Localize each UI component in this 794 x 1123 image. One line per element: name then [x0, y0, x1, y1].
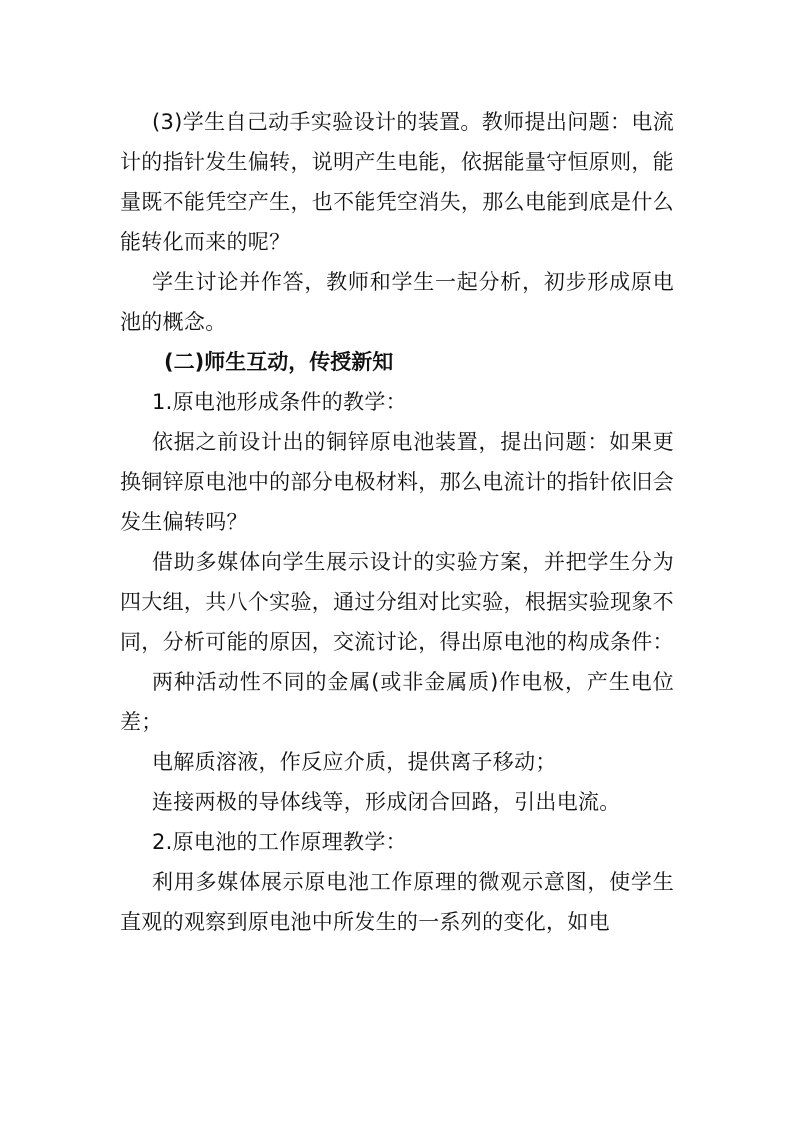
paragraph-student-discussion: 学生讨论并作答，教师和学生一起分析，初步形成原电池的概念。	[120, 270, 674, 334]
section-heading-interaction: (二)师生互动，传授新知	[164, 350, 394, 374]
paragraph-experiment-design: (3)学生自己动手实验设计的装置。教师提出问题：电流计的指针发生偏转，说明产生电能，依据能量守恒原则，能量既不能凭空产生，也不能凭空消失，那么电能到底是什么能转化而来的呢？	[120, 110, 674, 254]
subheading-formation-conditions: 1.原电池形成条件的教学：	[152, 390, 407, 414]
paragraph-multimedia-experiments: 借助多媒体向学生展示设计的实验方案，并把学生分为四大组，共八个实验，通过分组对比实验，根据实验现象不同，分析可能的原因，交流讨论，得出原电池的构成条件：	[120, 550, 674, 654]
condition-closed-circuit: 连接两极的导体线等，形成闭合回路，引出电流。	[152, 790, 621, 814]
paragraph-copper-zinc-question: 依据之前设计出的铜锌原电池装置，提出问题：如果更换铜锌原电池中的部分电极材料，那么电流计的指针依旧会发生偏转吗？	[120, 430, 674, 534]
paragraph-micro-diagram: 利用多媒体展示原电池工作原理的微观示意图，使学生直观的观察到原电池中所发生的一系列的变化，如电	[120, 870, 674, 934]
subheading-working-principle: 2.原电池的工作原理教学：	[152, 830, 407, 854]
condition-electrolyte: 电解质溶液，作反应介质，提供离子移动；	[152, 750, 557, 774]
condition-electrodes: 两种活动性不同的金属(或非金属质)作电极，产生电位差；	[120, 670, 674, 734]
